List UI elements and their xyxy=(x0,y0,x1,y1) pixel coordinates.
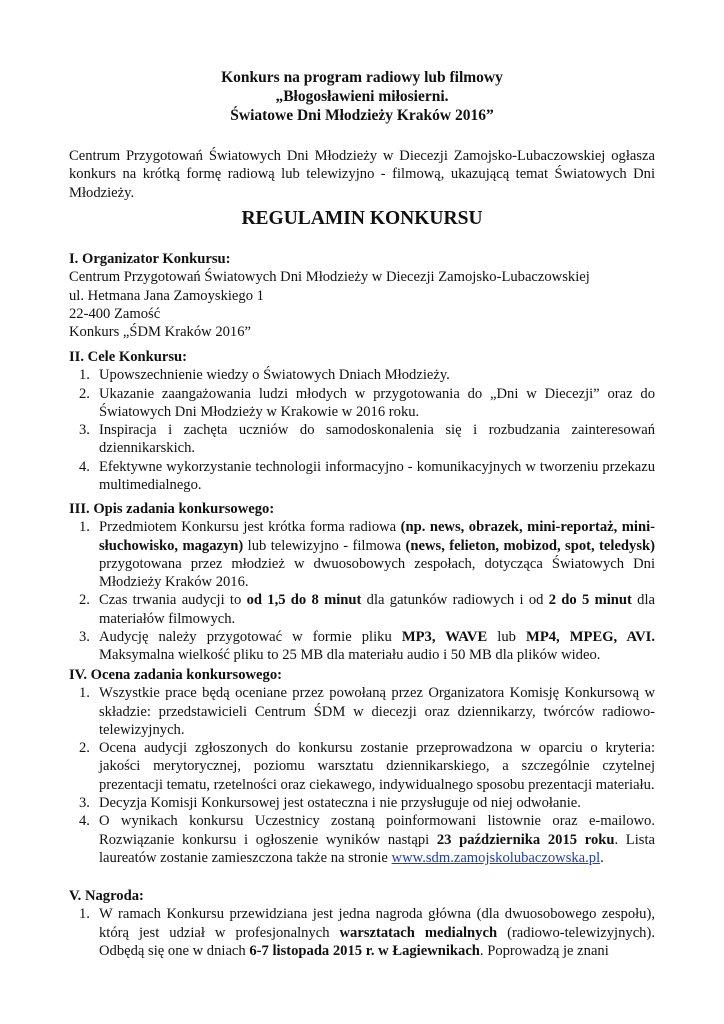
list-item: 2. Czas trwania audycji to od 1,5 do 8 minut dla gatunków radiowych i od 2 do 5 minut dla materiałów filmowych. xyxy=(79,592,656,627)
section-title: III. Opis zadania konkursowego: xyxy=(69,501,275,517)
section-task-description xyxy=(69,500,655,665)
organizer-street: ul. Hetmana Jana Zamoyskiego 1 xyxy=(69,287,264,304)
title-line-2: „Błogosławieni miłosierni. xyxy=(275,88,449,105)
list-item: 4. Efektywne wykorzystanie technologii informacyjno - komunikacyjnych w tworzeniu przekazu multimedialnego. xyxy=(79,458,655,494)
list-item: 2. Ukazanie zaangażowania ludzi młodych w przygotowania do „Dni w Diecezji” oraz do Światowych Dni Młodzieży w Krakowie w 2016 roku. xyxy=(79,385,655,420)
list-item: 2. Ocena audycji zgłoszonych do konkursu zostanie przeprowadzona w oparciu o kryteria: jakości merytorycznej, poziomu warsztatu dziennikarskiego, a szczególnie czytelnej prezentacji tematu, rzetelności oraz ciekawego, indywidualnego sposobu prezentacji materiału. xyxy=(79,740,655,793)
section-title: II. Cele Konkursu: xyxy=(69,349,187,365)
task-list xyxy=(69,518,655,664)
list-item: 1. Wszystkie prace będą oceniane przez powołaną przez Organizatora Komisję Konkursową w składzie: przedstawicieli Centrum ŚDM w diecezji oraz dziennikarzy, twórców radiowo-telewizyjnych. xyxy=(79,685,655,738)
list-item: 1. W ramach Konkursu przewidziana jest jedna nagroda główna (dla dwuosobowego zespołu), którą jest udział w profesjonalnych warsztatach medialnych (radiowo-telewizyjnych). Odbędą się one w dniach 6-7 listopada 2015 r. w Łagiewnikach. Poprowadzą je znani xyxy=(79,906,655,959)
section-title: V. Nagroda: xyxy=(69,888,144,904)
list-item: 3. Audycję należy przygotować w formie pliku MP3, WAVE lub MP4, MPEG, AVI. Maksymalna wielkość pliku to 25 MB dla materiału audio i 50 MB dla plików wideo. xyxy=(79,629,655,664)
intro-text: Centrum Przygotowań Światowych Dni Młodzieży w Diecezji Zamojsko-Lubaczowskiej ogłasza konkurs na krótką formę radiową lub telewizyjno - filmową, ukazującą temat Światowych Dni Młodzieży. xyxy=(69,148,655,201)
list-item: 1. Upowszechnienie wiedzy o Światowych Dniach Młodzieży. xyxy=(79,367,450,384)
list-item: 4. O wynikach konkursu Uczestnicy zostaną poinformowani listownie oraz e-mailowo. Rozwiązanie konkursu i ogłoszenie wyników nastąpi 23 października 2015 roku. Lista laureatów zostanie zamieszczona także na stronie www.sdm.zamojskolubaczowska.pl. xyxy=(79,813,655,866)
document-title xyxy=(0,68,724,125)
list-item: 3. Decyzja Komisji Konkursowej jest ostateczna i nie przysługuje od niej odwołanie. xyxy=(79,795,581,812)
section-goals xyxy=(69,348,655,494)
organizer-name: Centrum Przygotowań Światowych Dni Młodzieży w Diecezji Zamojsko-Lubaczowskiej xyxy=(69,269,590,286)
list-item: 3. Inspiracja i zachęta uczniów do samodoskonalenia się i rozbudzania zainteresowań dziennikarskich. xyxy=(79,422,655,457)
goals-list xyxy=(69,366,655,494)
website-link[interactable]: www.sdm.zamojskolubaczowska.pl xyxy=(391,849,601,866)
list-item: 1. Przedmiotem Konkursu jest krótka forma radiowa (np. news, obrazek, mini-reportaż, mini-słuchowisko, magazyn) lub telewizyjno - filmowa (news, felieton, mobizod, spot, teledysk) przygotowana przez młodzież w dwuosobowych zespołach, dotycząca Światowych Dni Młodzieży Kraków 2016. xyxy=(79,519,655,591)
evaluation-list xyxy=(69,684,655,867)
section-evaluation xyxy=(69,666,655,867)
title-line-1: Konkurs na program radiowy lub filmowy xyxy=(221,69,503,86)
contest-name: Konkurs „ŚDM Kraków 2016” xyxy=(69,324,251,341)
section-title: IV. Ocena zadania konkursowego: xyxy=(69,667,282,683)
section-prize xyxy=(69,887,655,960)
title-line-3: Światowe Dni Młodzieży Kraków 2016” xyxy=(230,107,494,124)
prize-list xyxy=(69,905,655,960)
section-title: I. Organizator Konkursu: xyxy=(69,251,231,267)
section-organizer xyxy=(69,250,655,341)
intro-paragraph xyxy=(69,147,655,202)
organizer-city: 22-400 Zamość xyxy=(69,305,161,322)
rules-heading: REGULAMIN KONKURSU xyxy=(241,208,483,229)
